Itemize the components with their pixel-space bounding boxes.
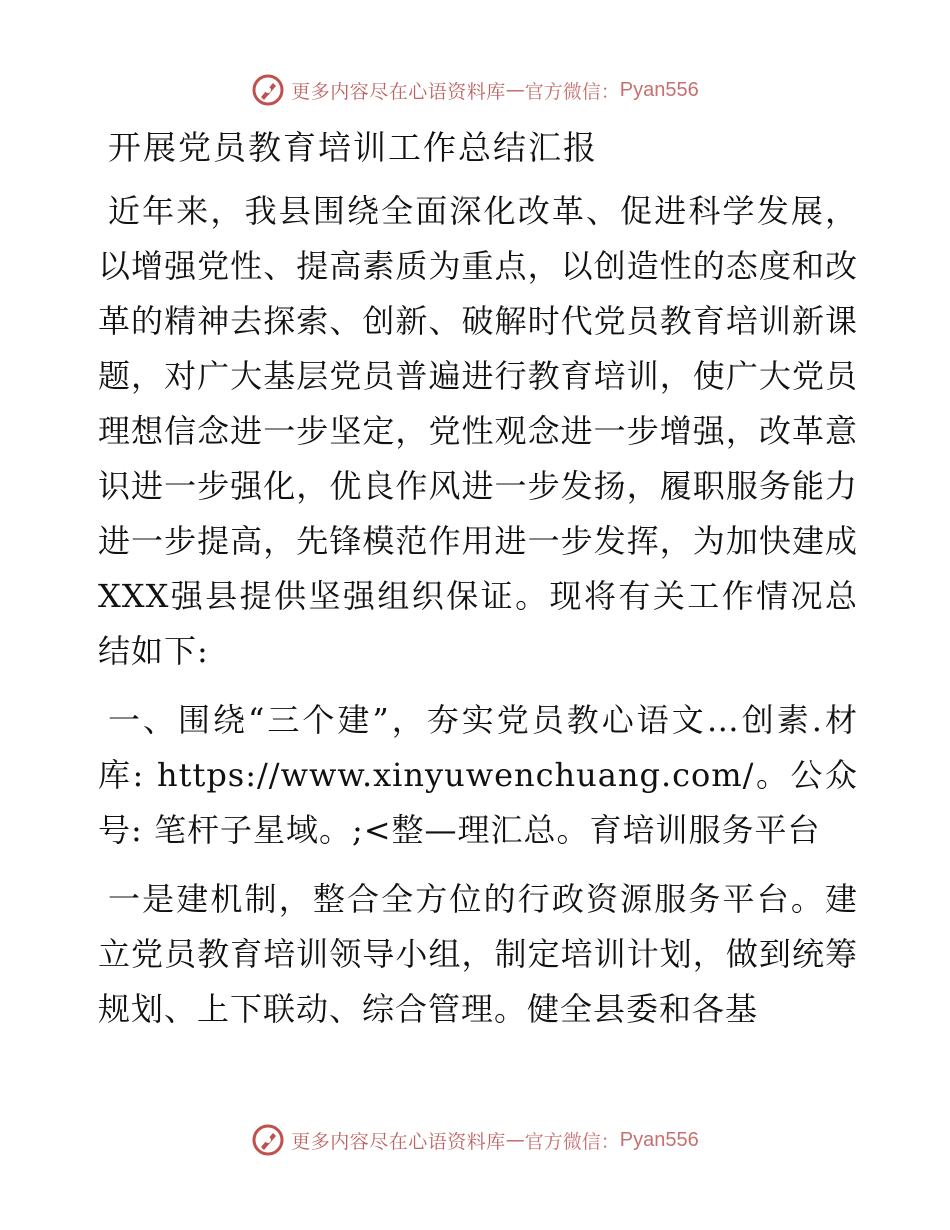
banner-separator: — — [505, 79, 525, 101]
banner-text: 更多内容尽在心语资料库 — [291, 80, 506, 103]
banner-label: 官方微信： — [524, 80, 620, 103]
document-title: 开展党员教育培训工作总结汇报 — [108, 128, 598, 167]
banner-label: 官方微信： — [524, 1130, 620, 1153]
pen-logo-icon — [251, 73, 285, 107]
banner-id: Pyan556 — [619, 1128, 699, 1151]
banner-text: 更多内容尽在心语资料库 — [291, 1130, 506, 1153]
paragraph-section-1: 一、围绕“三个建”，夯实党员教心语文…创素.材库: https://www.xinyuwenchuang.com/。公众号: 笔杆子星域。;<整—理汇总。育培训服务平台 — [98, 701, 858, 849]
banner-separator: — — [505, 1129, 525, 1151]
paragraph-intro: 近年来，我县围绕全面深化改革、促进科学发展，以增强党性、提高素质为重点，以创造性的态度和改革的精神去探索、创新、破解时代党员教育培训新课题，对广大基层党员普遍进行教育培训，使广大党员理想信念进一步坚定，党性观念进一步增强，改革意识进一步强化，优良作风进一步发扬，履职服务能力进一步提高，先锋模范作用进一步发挥，为加快建成XXX强县提供坚强组织保证。现将有关工作情况总结如下: — [98, 192, 858, 670]
banner-id: Pyan556 — [619, 78, 699, 101]
document-body — [98, 122, 858, 1051]
paragraph-mechanism: 一是建机制，整合全方位的行政资源服务平台。建立党员教育培训领导小组，制定培训计划，做到统筹规划、上下联动、综合管理。健全县委和各基 — [98, 880, 858, 1028]
header-watermark — [0, 70, 950, 110]
pen-logo-icon — [251, 1123, 285, 1157]
footer-watermark — [0, 1120, 950, 1160]
